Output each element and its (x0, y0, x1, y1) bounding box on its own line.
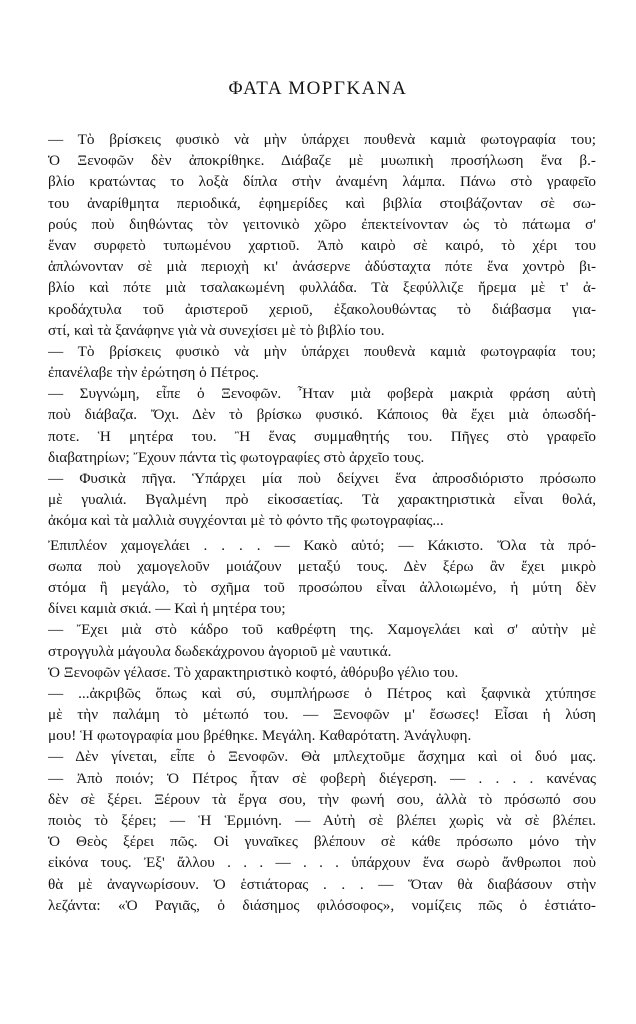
text-line: Ὁ Ξενοφῶν γέλασε. Τὸ χαρακτηριστικὸ κοφτό, ἀθόρυβο γέλιο του. (48, 663, 459, 681)
text-line: — Ἔχει μιὰ στὸ κάδρο τοῦ καθρέφτη της. Χαμογελάει καὶ σ' αὐτὴν μὲ (48, 621, 596, 639)
text-line: διαβατηρίων; Ἔχουν πάντα τὶς φωτογραφίες στὸ ἀρχεῖο τους. (48, 448, 425, 466)
text-line: στί, καὶ τὰ ξανάφηνε γιὰ νὰ συνεχίσει μὲ τὸ βιβλίο του. (48, 321, 385, 339)
text-line: θὰ μὲ ἀναγνωρίσουν. Ὁ ἑστιάτορας . . . — Ὅταν θὰ διαβάσουν στὴν (48, 875, 596, 893)
text-line: κροδάχτυλα τοῦ ἀριστεροῦ χεριοῦ, ἐξακολουθώντας τὸ διάβασμα για- (48, 300, 596, 318)
text-line: βλίο καὶ πότε μιὰ τσαλακωμένη φυλλάδα. Τὰ ξεφύλλιζε ἤρεμα μὲ τ' ἀ- (48, 279, 596, 297)
text-line: μὲ γυαλιά. Βγαλμένη πρὸ εἰκοσαετίας. Τὰ χαρακτηριστικὰ εἶναι θολά, (48, 491, 596, 509)
text-line: δίνει καμιὰ σκιά. — Καὶ ἡ μητέρα του; (48, 600, 286, 618)
text-line: — Τὸ βρίσκεις φυσικὸ νὰ μὴν ὑπάρχει πουθενὰ καμιὰ φωτογραφία του; (48, 131, 596, 148)
text-line: ἀκόμα καὶ τὰ μαλλιὰ συγχέονται μὲ τὸ φόντο τῆς φωτογραφίας... (48, 512, 444, 530)
text-line: λεζάντα: «Ὁ Ραγιᾶς, ὁ διάσημος φιλόσοφος», νομίζεις πῶς ὁ ἑστιάτο- (48, 896, 596, 914)
text-line: — Τὸ βρίσκεις φυσικὸ νὰ μὴν ὑπάρχει πουθενὰ καμιὰ φωτογραφία του; (48, 342, 596, 360)
text-line: — ...ἀκριβῶς ὅπως καὶ σύ, συμπλήρωσε ὁ Πέτρος καὶ ξαφνικὰ χτύπησε (48, 684, 596, 702)
text-line: — Φυσικὰ πῆγα. Ὑπάρχει μία ποὺ δείχνει ἕνα ἀπροσδιόριστο πρόσωπο (48, 470, 596, 487)
text-line: στρογγυλὰ μάγουλα δωδεκάχρονου ἀγοριοῦ μὲ ναυτικά. (48, 642, 392, 660)
text-line: ποτε. Ἡ μητέρα του. Ἢ ἕνας συμμαθητής του. Πῆγες στὸ γραφεῖο (48, 427, 596, 445)
text-line: Ὁ Θεὸς ξέρει πῶς. Οἱ γυναῖκες βλέπουν σὲ κάθε πρόσωπο μόνο τὴν (48, 833, 596, 851)
text-line: Ἐπιπλέον χαμογελάει . . . . — Κακὸ αὐτό; — Κάκιστο. Ὅλα τὰ πρό- (48, 536, 596, 554)
text-line: — Συγνώμη, εἶπε ὁ Ξενοφῶν. Ἦταν μιὰ φοβερὰ μακριὰ φράση αὐτὴ (48, 385, 596, 403)
text-line: στόμα ἢ μεγάλο, τὸ σχῆμα τοῦ προσώπου εἶναι ἀλλοιωμένο, ἡ μύτη δὲν (48, 578, 596, 596)
page-title: ΦΑΤΑ ΜΟΡΓΚΑΝΑ (228, 78, 408, 99)
text-line: ἁπλώνονταν σὲ μιὰ περιοχὴ κι' ἀνάσερνε ἀδύσταχτα πότε ἕνα χοντρὸ βι- (48, 258, 596, 276)
text-line: — Δὲν γίνεται, εἶπε ὁ Ξενοφῶν. Θὰ μπλεχτοῦμε ἄσχημα καὶ οἱ δυό μας. (48, 748, 596, 766)
text-line: βλίο κρατώντας το λοξὰ δίπλα στὴν ἀναμένη λάμπα. Πάνω στὸ γραφεῖο (48, 173, 596, 191)
text-line: σωπα ποὺ χαμογελοῦν μοιάζουν μεταξύ τους. Δὲν ξέρω ἂν ἔχει μικρὸ (48, 557, 596, 575)
body-text (48, 129, 596, 916)
text-line: ποιὸς τὸ ξέρει; — Ἡ Ἑρμιόνη. — Αὐτὴ σὲ βλέπει χωρὶς νὰ σὲ βλέπει. (48, 812, 596, 829)
text-line: Ὁ Ξενοφῶν δὲν ἀποκρίθηκε. Διάβαζε μὲ μυωπικὴ προσήλωση ἕνα β.- (48, 152, 596, 170)
text-line: ποὺ διάβαζα. Ὄχι. Δὲν τὸ βρίσκω φυσικό. Κάποιος θὰ ἔχει μιὰ ὁπωσδή- (48, 406, 596, 424)
text-line: ρούς ποὺ διηθώντας τὸν γειτονικὸ χῶρο ἐπεκτείνονταν ὡς τὸ πάτωμα σ' (48, 215, 596, 233)
text-line: — Ἀπὸ ποιόν; Ὁ Πέτρος ἦταν σὲ φοβερὴ διέγερση. — . . . . κανένας (48, 769, 596, 787)
text-line: ἐπανέλαβε τὴν ἐρώτηση ὁ Πέτρος. (48, 364, 259, 382)
text-line: ἕναν συρφετὸ τυπωμένου χαρτιοῦ. Ἀπὸ καιρὸ σὲ καιρό, τὸ χέρι του (48, 236, 596, 254)
text-line: εἰκόνα τους. Ἐξ' ἄλλου . . . — . . . ὑπάρχουν ἕνα σωρὸ ἄνθρωποι ποὺ (48, 854, 596, 872)
text-line: μὲ τὴν παλάμη τὸ μέτωπό του. — Ξενοφῶν μ' ἔσωσες! Εἶσαι ἡ λύση (48, 706, 596, 724)
text-line: μου! Ἡ φωτογραφία μου βρέθηκε. Μεγάλη. Καθαρότατη. Ἀνάγλυφη. (48, 727, 472, 745)
text-line: δὲν σὲ ξέρει. Ξέρουν τὰ ἔργα σου, τὴν φωνή σου, ἀλλὰ τὸ πρόσωπό σου (48, 790, 596, 808)
text-line: του ἀναρίθμητα περιοδικά, ἐφημερίδες καὶ βιβλία στοιβάζονταν σὲ σω- (48, 194, 596, 212)
